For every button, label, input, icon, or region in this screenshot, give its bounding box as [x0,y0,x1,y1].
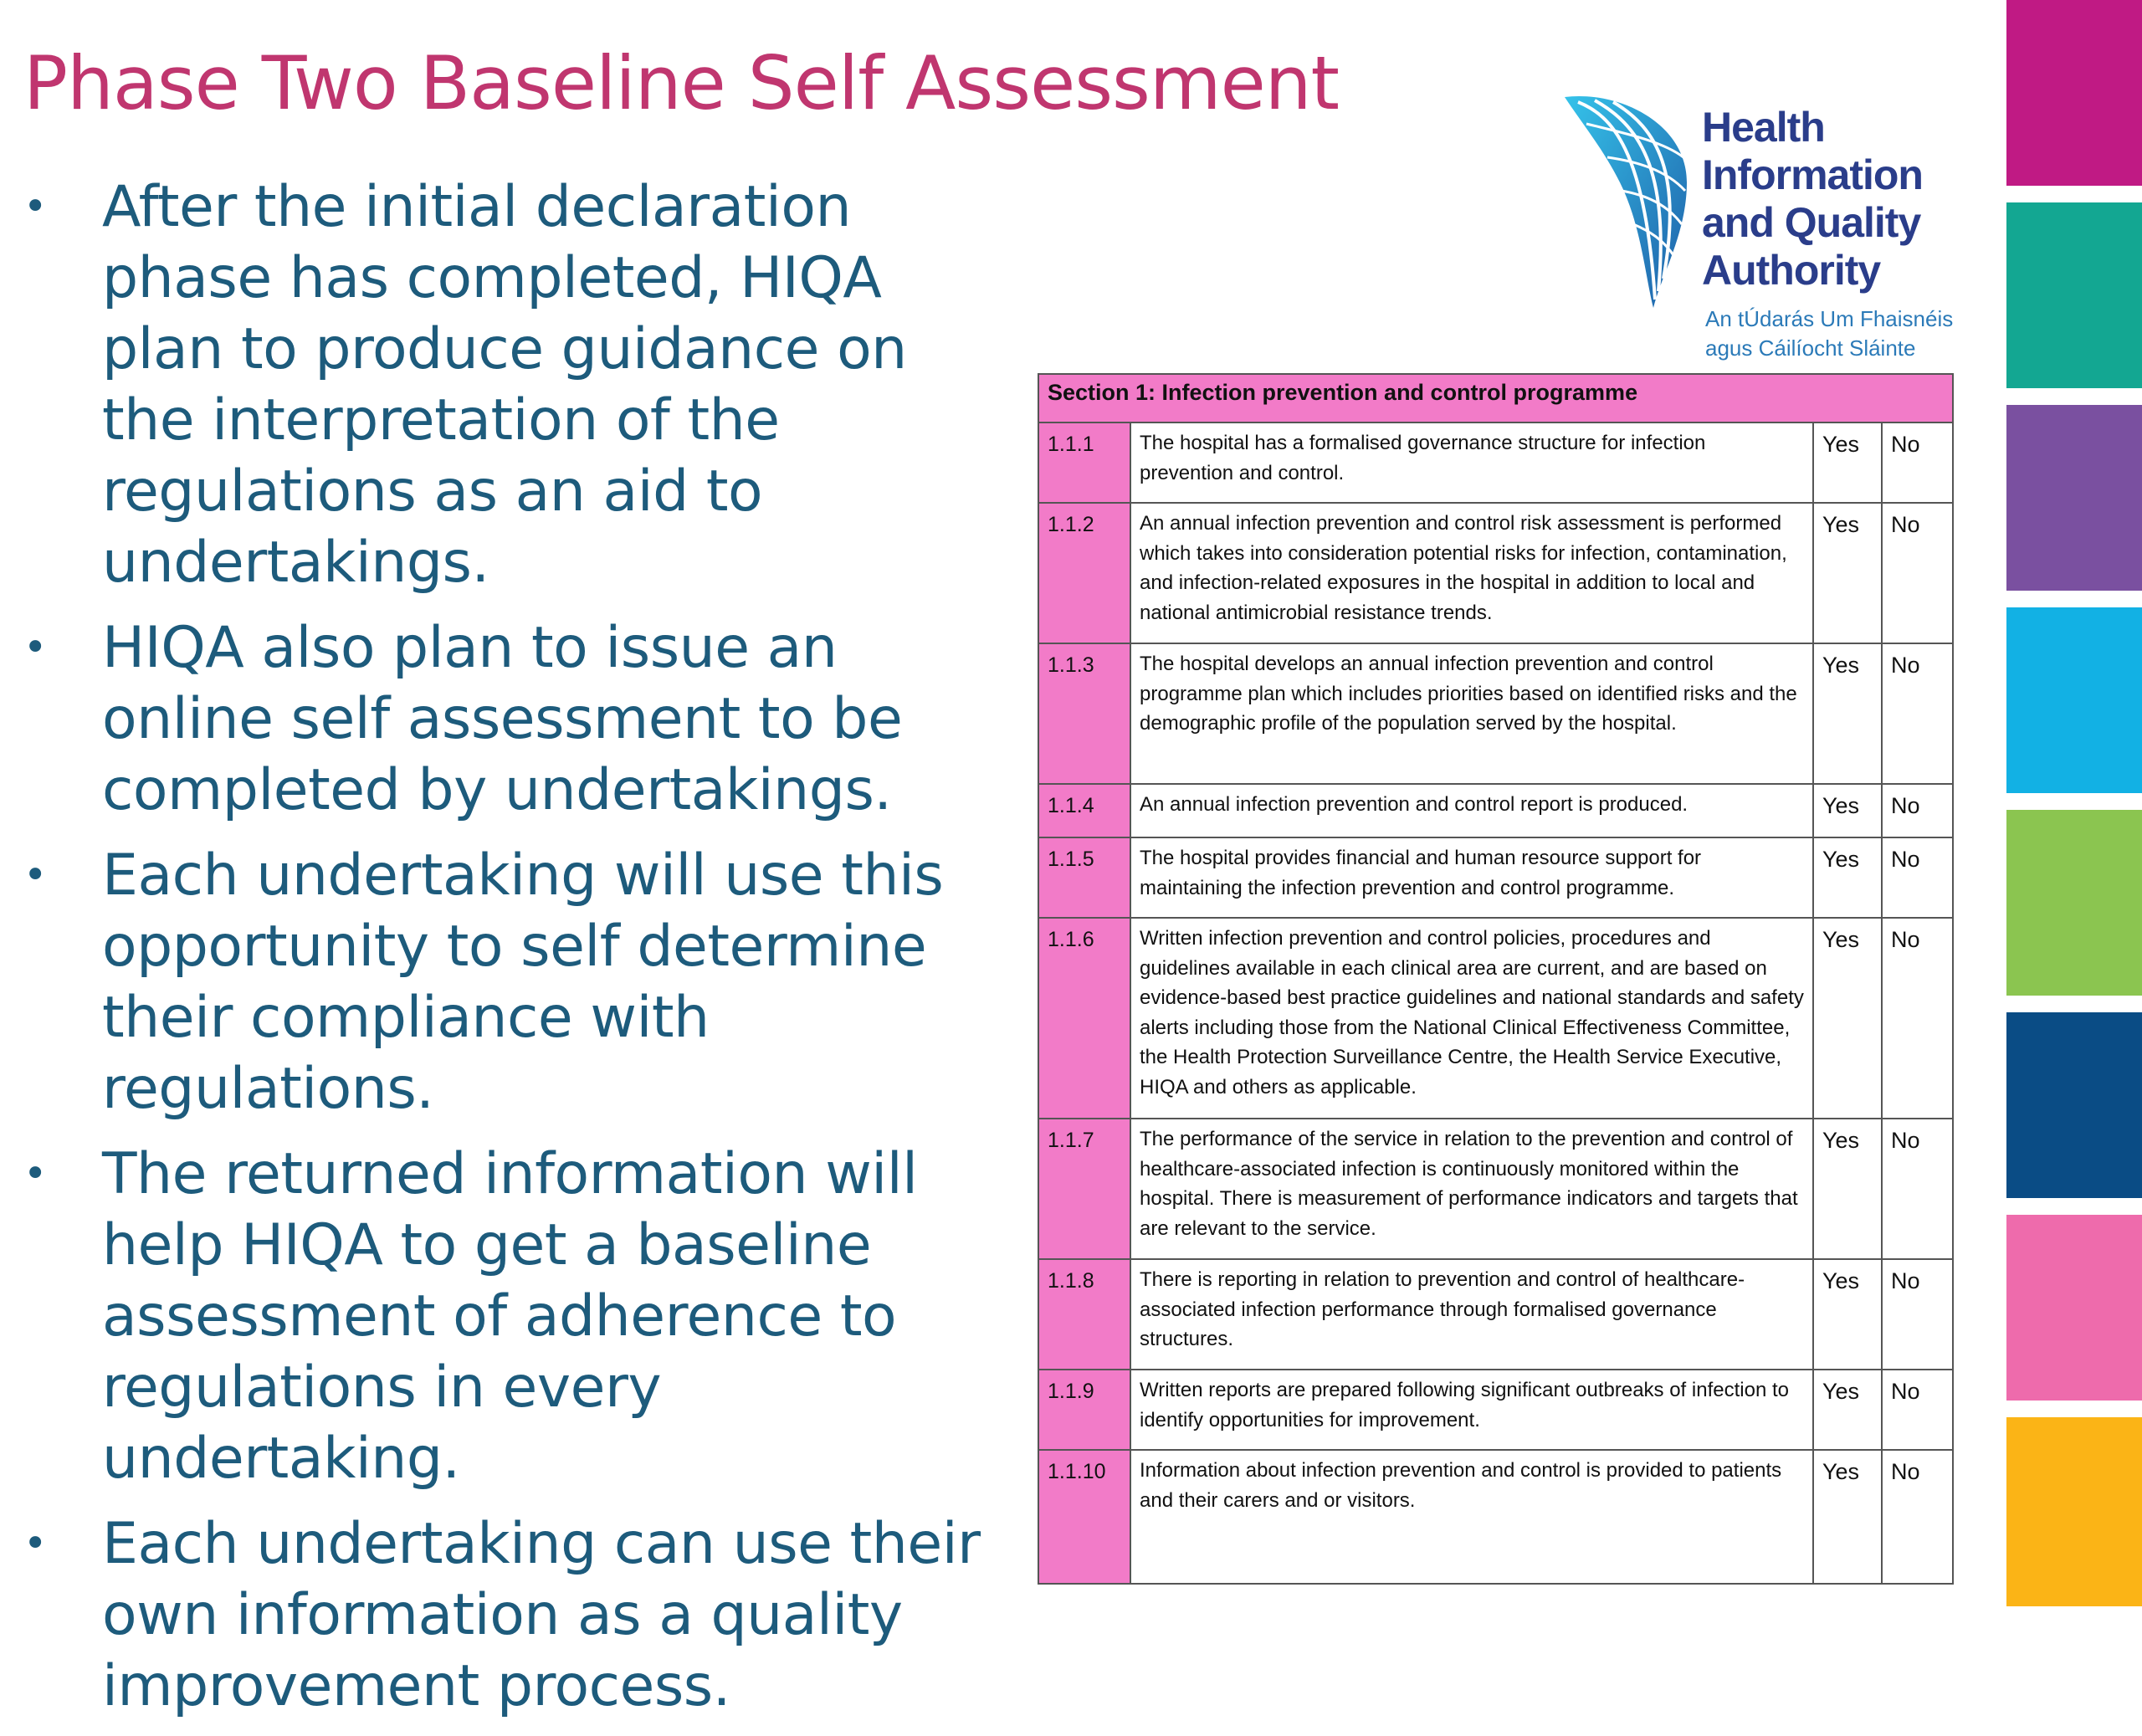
bullet-item [23,172,1011,598]
no-option[interactable]: No [1882,643,1953,784]
table-row [1038,422,1953,503]
yes-option[interactable]: Yes [1813,784,1882,837]
yes-option[interactable]: Yes [1813,1119,1882,1259]
hiqa-logo [1561,90,1963,375]
row-text: There is reporting in relation to prevention and control of healthcare-associated infection performance through formalised governance structures. [1130,1259,1813,1370]
color-stripe [2006,405,2142,591]
row-number: 1.1.2 [1038,503,1130,643]
no-option[interactable]: No [1882,784,1953,837]
row-text: The hospital develops an annual infection prevention and control programme plan which includes priorities based on identified risks and the demographic profile of the population served by the hospital. [1130,643,1813,784]
yes-option[interactable]: Yes [1813,422,1882,503]
logo-name-line: Information [1702,151,1923,198]
row-text: Written reports are prepared following significant outbreaks of infection to identify opportunities for improvement. [1130,1370,1813,1450]
color-stripe [2006,1417,2142,1606]
logo-name [1702,104,1923,294]
table-row [1038,1450,1953,1584]
color-stripe-bar [2006,0,2142,1606]
row-text: An annual infection prevention and control report is produced. [1130,784,1813,837]
row-number: 1.1.4 [1038,784,1130,837]
logo-name-line: Authority [1702,247,1881,294]
color-stripe [2006,810,2142,996]
no-option[interactable]: No [1882,422,1953,503]
row-number: 1.1.7 [1038,1119,1130,1259]
bullet-list [23,172,1011,1736]
logo-irish-line: agus Cáilíocht Sláinte [1705,335,1916,361]
color-stripe [2006,607,2142,793]
bullet-marker: • [23,852,47,899]
row-text: The performance of the service in relation to the prevention and control of healthcare-associated infection is continuously monitored within the hospital. There is measurement of performance indicators and targets that are relevant to the service. [1130,1119,1813,1259]
section-header-row [1038,374,1953,422]
row-number: 1.1.8 [1038,1259,1130,1370]
no-option[interactable]: No [1882,918,1953,1119]
logo-irish-line: An tÚdarás Um Fhaisnéis [1705,306,1954,331]
color-stripe [2006,1012,2142,1198]
bullet-item [23,612,1011,826]
table-row [1038,503,1953,643]
color-stripe [2006,0,2142,186]
table-row [1038,918,1953,1119]
no-option[interactable]: No [1882,1259,1953,1370]
section-header: Section 1: Infection prevention and control programme [1038,374,1953,422]
row-number: 1.1.1 [1038,422,1130,503]
row-text: The hospital provides financial and human resource support for maintaining the infection prevention and control programme. [1130,837,1813,918]
slide-title: Phase Two Baseline Self Assessment [23,40,1340,126]
yes-option[interactable]: Yes [1813,918,1882,1119]
no-option[interactable]: No [1882,1450,1953,1584]
table-row [1038,1119,1953,1259]
logo-irish-name [1705,305,1953,363]
bullet-marker: • [23,1150,47,1197]
row-text: Written infection prevention and control policies, procedures and guidelines available in each clinical area are current, and are based on evidence-based best practice guidelines and national standards and safety alerts including those from the National Clinical Effectiveness Committee, the Health Protection Surveillance Centre, the Health Service Executive, HIQA and others as applicable. [1130,918,1813,1119]
no-option[interactable]: No [1882,837,1953,918]
bullet-item [23,1508,1011,1722]
yes-option[interactable]: Yes [1813,1370,1882,1450]
bullet-item [23,1139,1011,1494]
no-option[interactable]: No [1882,1119,1953,1259]
yes-option[interactable]: Yes [1813,643,1882,784]
row-number: 1.1.5 [1038,837,1130,918]
color-stripe [2006,1215,2142,1401]
row-text: The hospital has a formalised governance structure for infection prevention and control. [1130,422,1813,503]
row-text: Information about infection prevention and control is provided to patients and their carers and or visitors. [1130,1450,1813,1584]
yes-option[interactable]: Yes [1813,503,1882,643]
bullet-text: The returned information will help HIQA to get a baseline assessment of adherence to regulations in every undertaking. [102,1141,918,1492]
row-number: 1.1.10 [1038,1450,1130,1584]
bullet-marker: • [23,183,47,230]
table-row [1038,1259,1953,1370]
hiqa-fan-logo-icon [1561,90,1704,316]
bullet-text: HIQA also plan to issue an online self assessment to be completed by undertakings. [102,615,903,823]
table-row [1038,643,1953,784]
bullet-item [23,840,1011,1124]
row-text: An annual infection prevention and control risk assessment is performed which takes into consideration potential risks for infection, contamination, and infection-related exposures in the hospital in addition to local and national antimicrobial resistance trends. [1130,503,1813,643]
bullet-text: Each undertaking will use this opportunity to self determine their compliance with regulations. [102,842,944,1122]
yes-option[interactable]: Yes [1813,1450,1882,1584]
bullet-marker: • [23,624,47,671]
self-assessment-table [1038,373,1954,1585]
bullet-text: After the initial declaration phase has completed, HIQA plan to produce guidance on the interpretation of the regulations as an aid to undertakings. [102,174,907,596]
bullet-text: Each undertaking can use their own information as a quality improvement process. [102,1511,981,1719]
table-row [1038,1370,1953,1450]
logo-name-line: Health [1702,104,1825,151]
yes-option[interactable]: Yes [1813,1259,1882,1370]
row-number: 1.1.3 [1038,643,1130,784]
logo-name-line: and Quality [1702,199,1921,246]
no-option[interactable]: No [1882,1370,1953,1450]
bullet-marker: • [23,1520,47,1567]
table-row [1038,784,1953,837]
table-row [1038,837,1953,918]
yes-option[interactable]: Yes [1813,837,1882,918]
row-number: 1.1.6 [1038,918,1130,1119]
color-stripe [2006,202,2142,388]
no-option[interactable]: No [1882,503,1953,643]
row-number: 1.1.9 [1038,1370,1130,1450]
